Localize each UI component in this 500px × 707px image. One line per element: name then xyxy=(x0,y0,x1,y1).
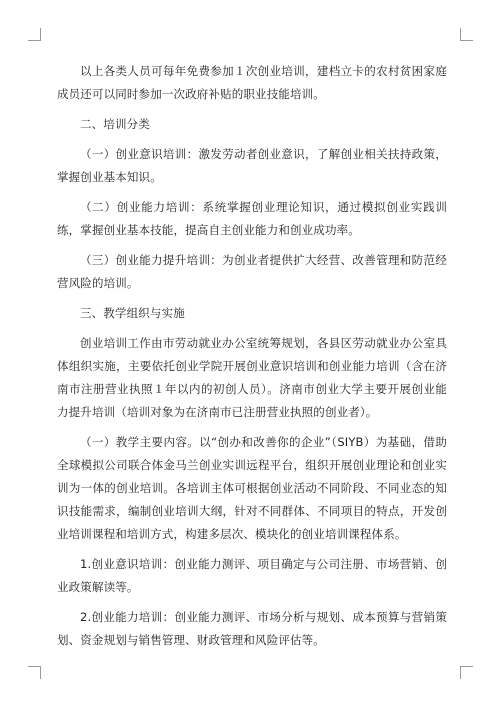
paragraph-eligibility: 以上各类人员可每年免费参加１次创业培训，建档立卡的农村贫困家庭成员还可以同时参加一次政府补贴的职业技能培训。 xyxy=(57,64,447,101)
crop-mark-top-right xyxy=(460,28,473,41)
paragraph-ability-training: （二）创业能力培训：系统掌握创业理论知识，通过模拟创业实践训练，掌握创业基本技能，提高自主创业能力和创业成功率。 xyxy=(57,200,447,237)
crop-mark-bottom-left xyxy=(28,666,41,679)
section-heading-organization: 三、教学组织与实施 xyxy=(80,306,185,320)
paragraph-awareness-training: （一）创业意识培训：激发劳动者创业意识，了解创业相关扶持政策，掌握创业基本知识。 xyxy=(57,147,447,184)
paragraph-advanced-training: （三）创业能力提升培训：为创业者提供扩大经营、改善管理和防范经营风险的培训。 xyxy=(57,253,447,290)
paragraph-item-1: 1.创业意识培训：创业能力测评、项目确定与公司注册、市场营销、创业政策解读等。 xyxy=(57,557,447,594)
paragraph-organization: 创业培训工作由市劳动就业办公室统筹规划，各县区劳动就业办公室具体组织实施，主要依托创业学院开展创业意识培训和创业能力培训（含在济南市注册营业执照１年以内的初创人员）。济南市创业大学主要开展创业能力提升培训（培训对象为在济南市已注册营业执照的创业者）。 xyxy=(57,336,447,419)
crop-mark-bottom-right xyxy=(460,666,473,679)
paragraph-item-2: 2.创业能力培训：创业能力测评、市场分析与规划、成本预算与营销策划、资金规划与销售管理、财政管理和风险评估等。 xyxy=(57,610,447,647)
document-body xyxy=(57,60,447,659)
section-heading-training-types: 二、培训分类 xyxy=(80,117,150,131)
crop-mark-top-left xyxy=(28,28,41,41)
paragraph-teaching-content: （一）教学主要内容。以“创办和改善你的企业”（SIYB）为基础，借助全球模拟公司联合体金马兰创业实训远程平台，组织开展创业理论和创业实训为一体的创业培训。各培训主体可根据创业活动不同阶段、不同业态的知识技能需求，编制创业培训大纲，针对不同群体、不同项目的特点，开发创业培训课程和培训方式，构建多层次、模块化的创业培训课程体系。 xyxy=(57,435,447,541)
